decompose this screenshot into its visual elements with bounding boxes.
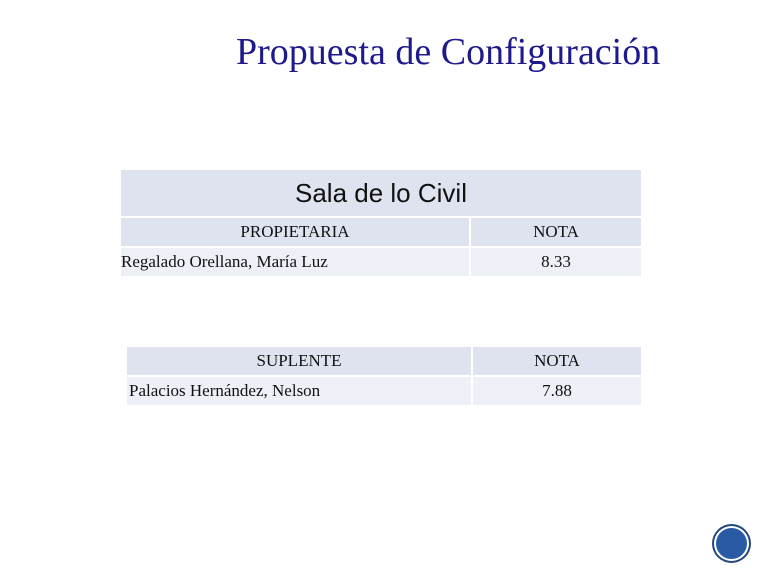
member-score: 8.33 [471, 248, 641, 276]
member-name: Palacios Hernández, Nelson [127, 377, 471, 405]
propietaria-table [119, 168, 643, 278]
slide-title: Propuesta de Configuración [236, 31, 661, 73]
section-header-row [121, 170, 641, 216]
table-header-row [121, 218, 641, 246]
table-header-row [127, 347, 641, 375]
member-score: 7.88 [473, 377, 641, 405]
suplente-table [125, 345, 643, 407]
member-name: Regalado Orellana, María Luz [121, 248, 469, 276]
column-header-nota: NOTA [471, 218, 641, 246]
section-title: Sala de lo Civil [121, 170, 641, 216]
column-header-propietaria: PROPIETARIA [121, 218, 469, 246]
column-header-nota: NOTA [473, 347, 641, 375]
column-header-suplente: SUPLENTE [127, 347, 471, 375]
table-row [127, 377, 641, 405]
circle-badge-icon [716, 528, 747, 559]
table-row [121, 248, 641, 276]
